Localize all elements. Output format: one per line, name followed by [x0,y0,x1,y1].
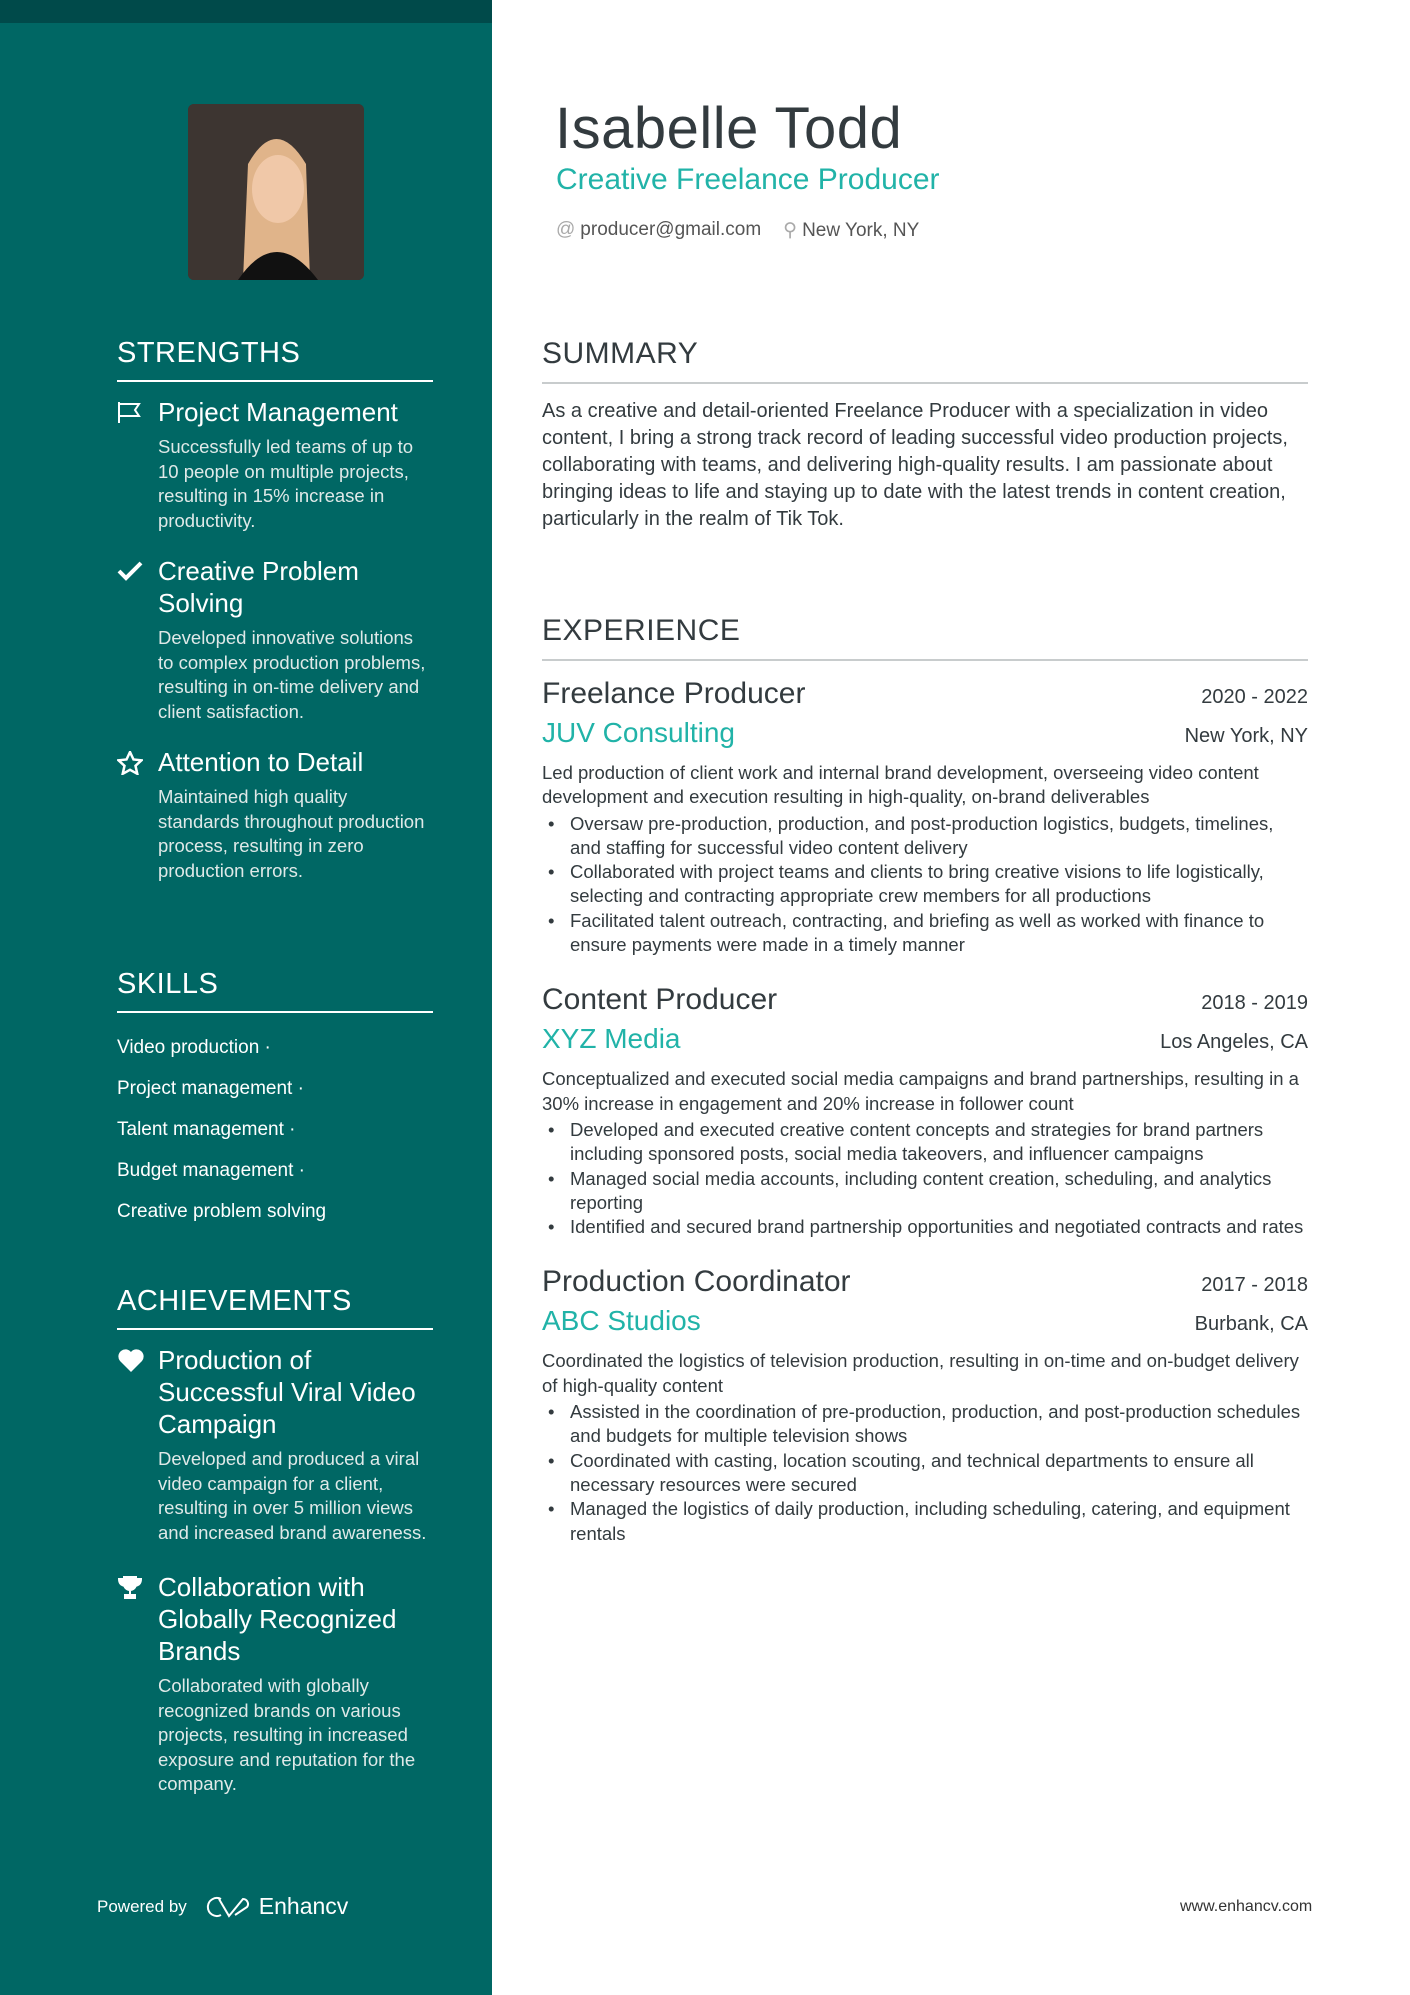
location [783,219,919,242]
email[interactable] [556,219,761,242]
enhancv-logo[interactable] [205,1893,349,1920]
achievement-item [117,1344,433,1545]
strength-desc: Developed innovative solutions to complex production problems, resulting in on-time delivery and client satisfaction. [158,627,426,722]
strength-desc: Maintained high quality standards throughout production process, resulting in zero production errors. [158,786,425,881]
job-dates: 2017 - 2018 [1201,1274,1308,1297]
achievement-title: Collaboration with Globally Recognized Brands [158,1572,397,1666]
candidate-name: Isabelle Todd [555,96,903,161]
job-bullet: • Coordinated with casting, location scouting, and technical departments to ensure all necessary resources were secured [542,1449,1308,1498]
company-name[interactable]: JUV Consulting [542,717,735,748]
candidate-role: Creative Freelance Producer [556,163,940,196]
job-bullet: • Oversaw pre-production, production, and post-production logistics, budgets, timelines, and staffing for successful video content delivery [542,812,1308,861]
job-bullet: • Facilitated talent outreach, contracting, and briefing as well as worked with finance to ensure payments were made in a timely manner [542,909,1308,958]
heart-icon [117,1344,158,1545]
job-description: Coordinated the logistics of television production, resulting in on-time and on-budget delivery of high-quality content [542,1350,1299,1396]
sidebar [0,0,492,1995]
location-pin-icon: ⚲ [783,220,798,241]
summary-section [542,337,1308,533]
job-location: Burbank, CA [1194,1313,1308,1336]
achievement-desc: Developed and produced a viral video campaign for a client, resulting in over 5 million views and increased brand awareness. [158,1448,427,1543]
strength-title: Project Management [158,397,398,427]
strength-title: Creative Problem Solving [158,556,359,618]
at-icon: @ [556,219,576,240]
job-entry [542,677,1308,957]
top-band [0,0,492,23]
job-dates: 2020 - 2022 [1201,686,1308,708]
flag-icon [117,396,158,533]
check-icon [117,555,158,724]
job-location: Los Angeles, CA [1160,1031,1308,1054]
skills-heading: SKILLS [117,968,433,1013]
enhancv-brand: Enhancv [258,1893,349,1919]
experience-heading: EXPERIENCE [542,614,1308,661]
powered-by [97,1893,348,1920]
skills-section [117,968,433,1232]
job-title: Production Coordinator [542,1265,851,1299]
job-bullet: • Developed and executed creative content concepts and strategies for brand partners including sponsored posts, social media takeovers, and influencer campaigns [542,1118,1308,1167]
strength-title: Attention to Detail [158,747,364,777]
summary-text: As a creative and detail-oriented Freelance Producer with a specialization in video content, I bring a strong track record of leading successful video production projects, collaborating with teams, and delivering high-quality results. I am passionate about bringing ideas to life and staying up to date with the latest trends in content creation, particularly in the realm of Tik Tok. [542,400,1288,530]
job-title: Content Producer [542,983,778,1017]
job-bullet: • Managed social media accounts, including content creation, scheduling, and analytics reporting [542,1167,1308,1216]
star-icon [117,746,158,883]
strength-item [117,746,433,883]
achievement-item [117,1571,433,1797]
experience-section [542,614,1308,1572]
strength-item [117,555,433,724]
achievements-section [117,1285,433,1819]
skill-item: Budget management · [117,1160,306,1181]
job-entry [542,1265,1308,1545]
job-bullet: • Managed the logistics of daily production, including scheduling, catering, and equipment rentals [542,1497,1308,1546]
achievement-desc: Collaborated with globally recognized brands on various projects, resulting in increased exposure and reputation for the company. [158,1675,416,1794]
company-name[interactable]: ABC Studios [542,1305,701,1337]
job-description: Led production of client work and internal brand development, overseeing video content development and execution resulting in high-quality, on-brand deliverables [542,762,1259,808]
trophy-icon [117,1571,158,1797]
job-bullets [542,1400,1308,1546]
job-bullet: • Collaborated with project teams and clients to bring creative visions to life logistically, selecting and contracting appropriate crew members for all productions [542,860,1308,909]
job-entry [542,983,1308,1239]
contact-info [556,219,919,242]
powered-by-label: Powered by [97,1896,187,1916]
profile-photo [188,104,364,280]
skill-item: Project management · [117,1078,304,1099]
location-text: New York, NY [802,220,920,241]
job-bullet: • Assisted in the coordination of pre-production, production, and post-production schedules and budgets for multiple television shows [542,1400,1308,1449]
company-name[interactable]: XYZ Media [542,1023,681,1055]
skill-item: Creative problem solving [117,1201,327,1222]
strengths-section [117,337,433,905]
strengths-heading: STRENGTHS [117,337,433,382]
skill-item: Talent management · [117,1119,296,1140]
strength-desc: Successfully led teams of up to 10 people on multiple projects, resulting in 15% increase in productivity. [158,436,414,531]
achievements-heading: ACHIEVEMENTS [117,1285,433,1330]
skill-item: Video production · [117,1037,271,1058]
summary-heading: SUMMARY [542,337,1308,384]
job-dates: 2018 - 2019 [1201,992,1308,1015]
job-bullets [542,1118,1308,1239]
email-text: producer@gmail.com [580,219,762,240]
achievement-title: Production of Successful Viral Video Campaign [158,1345,416,1439]
enhancv-logo-icon [205,1895,251,1919]
job-title: Freelance Producer [542,677,806,710]
footer-url[interactable]: www.enhancv.com [1180,1898,1313,1915]
job-description: Conceptualized and executed social media campaigns and brand partnerships, resulting in a 30% increase in engagement and 20% increase in follower count [542,1068,1299,1114]
job-bullets [542,812,1308,958]
strength-item [117,396,433,533]
job-location: New York, NY [1184,725,1308,747]
job-bullet: • Identified and secured brand partnership opportunities and negotiated contracts and rates [542,1215,1308,1239]
